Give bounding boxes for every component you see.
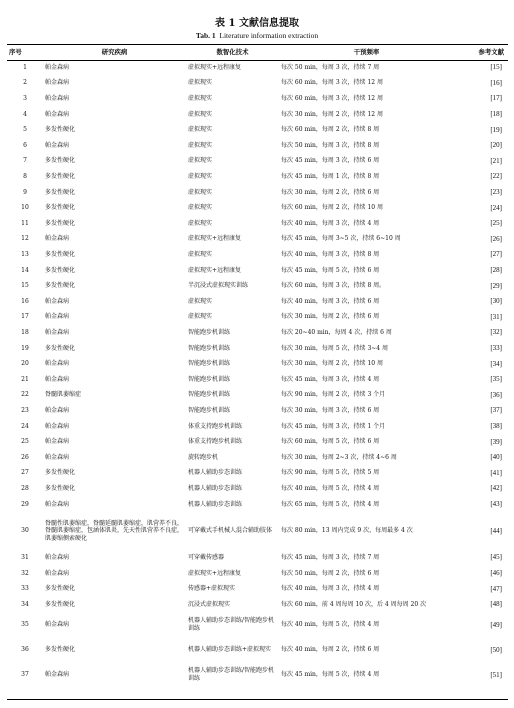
row-index: 33: [21, 585, 29, 593]
table-row: [7, 613, 508, 638]
table-row: [7, 60, 508, 76]
header-frequency: 干预频率: [353, 48, 380, 57]
row-index: 18: [21, 328, 29, 336]
reference-cell: [17]: [490, 94, 502, 103]
disease-cell: 多发性硬化: [45, 585, 76, 593]
reference-cell: [44]: [490, 526, 502, 535]
technology-cell: 机器人辅助步态训练/智能跑步机训练: [188, 617, 275, 633]
table-row: [7, 387, 508, 403]
frequency-cell: 每次 45 min，每周 1 次，持续 8 周: [281, 173, 380, 181]
frequency-cell: 每次 60 min，每周 3 次，持续 12 周: [281, 95, 384, 103]
frequency-cell: 每次 60 min，前 4 周每周 10 次，后 4 周每周 20 次: [281, 600, 427, 608]
table-row: [7, 107, 508, 123]
technology-cell: 可穿戴传感器: [188, 554, 225, 562]
row-index: 4: [23, 110, 27, 118]
frequency-cell: 每次 45 min，每周 3 次，持续 7 周: [281, 554, 380, 562]
row-index: 22: [21, 391, 29, 399]
row-index: 36: [21, 646, 29, 654]
reference-cell: [21]: [490, 156, 502, 165]
disease-cell: 帕金森病: [45, 141, 70, 149]
reference-cell: [24]: [490, 203, 502, 212]
table-row: [7, 232, 508, 248]
frequency-cell: 每次 30 min，每周 2 次，持续 10 周: [281, 360, 384, 368]
disease-cell: 帕金森病: [45, 569, 70, 577]
frequency-cell: 每次 90 min，每周 5 次，持续 5 周: [281, 469, 380, 477]
frequency-cell: 每次 90 min，每周 2 次，持续 3 个月: [281, 391, 386, 399]
disease-cell: 多发性硬化: [45, 188, 76, 196]
reference-cell: [26]: [490, 234, 502, 243]
disease-cell: 帕金森病: [45, 110, 70, 118]
row-index: 15: [21, 282, 29, 290]
row-index: 3: [23, 95, 27, 103]
technology-cell: 机器人辅助步态训练/智能跑步机训练: [188, 667, 275, 683]
table-row: [7, 419, 508, 435]
technology-cell: 机器人辅助步态训练: [188, 500, 243, 508]
frequency-cell: 每次 30 min，每周 2 次，持续 12 周: [281, 110, 384, 118]
row-index: 8: [23, 173, 27, 181]
row-index: 25: [21, 438, 29, 446]
disease-cell: 帕金森病: [45, 438, 70, 446]
row-index: 21: [21, 375, 29, 383]
reference-cell: [32]: [490, 328, 502, 337]
frequency-cell: 每次 40 min，每周 3 次，持续 4 周: [281, 219, 380, 227]
table-row: [7, 550, 508, 566]
disease-cell: 帕金森病: [45, 422, 70, 430]
reference-cell: [40]: [490, 453, 502, 462]
technology-cell: 虚拟现实: [188, 95, 213, 103]
disease-cell: 帕金森病: [45, 328, 70, 336]
row-index: 26: [21, 453, 29, 461]
frequency-cell: 每次 30 min，每周 5 次，持续 3~4 周: [281, 344, 389, 352]
technology-cell: 虚拟现实: [188, 313, 213, 321]
disease-cell: 脊髓肌萎缩症: [45, 391, 82, 399]
disease-cell: 帕金森病: [45, 235, 70, 243]
technology-cell: 虚拟现实: [188, 141, 213, 149]
disease-cell: 帕金森病: [45, 621, 70, 629]
table-row: [7, 325, 508, 341]
technology-cell: 虚拟现实+远程康复: [188, 235, 242, 243]
frequency-cell: 每次 50 min，每周 2 次，持续 6 周: [281, 569, 380, 577]
header-technology: 数智化技术: [216, 48, 249, 57]
row-index: 17: [21, 313, 29, 321]
table-title-cn: 表 1 文献信息提取: [215, 18, 299, 29]
row-index: 13: [21, 251, 29, 259]
reference-cell: [15]: [490, 63, 502, 72]
frequency-cell: 每次 40 min，每周 5 次，持续 4 周: [281, 621, 380, 629]
disease-cell: 帕金森病: [45, 63, 70, 71]
disease-cell: 帕金森病: [45, 95, 70, 103]
row-index: 27: [21, 469, 29, 477]
table-row: [7, 450, 508, 466]
technology-cell: 虚拟现实+远程康复: [188, 569, 242, 577]
table-row: [7, 76, 508, 92]
bottom-rule: [7, 699, 508, 700]
row-index: 19: [21, 344, 29, 352]
row-index: 32: [21, 569, 29, 577]
frequency-cell: 每次 45 min，每周 3 次，持续 4 周: [281, 375, 380, 383]
disease-cell: 帕金森病: [45, 671, 70, 679]
table-row: [7, 341, 508, 357]
technology-cell: 智能跑步机训练: [188, 328, 231, 336]
table-row: [7, 581, 508, 597]
technology-cell: 虚拟现实: [188, 110, 213, 118]
technology-cell: 沉浸式虚拟现实: [188, 600, 231, 608]
reference-cell: [23]: [490, 188, 502, 196]
frequency-cell: 每次 45 min，每周 3~5 次，持续 6~10 周: [281, 235, 401, 243]
reference-cell: [25]: [490, 219, 502, 228]
reference-cell: [50]: [490, 645, 502, 654]
table-title-en-label: Tab. 1: [195, 31, 216, 40]
reference-cell: [35]: [490, 375, 502, 384]
reference-cell: [36]: [490, 390, 502, 399]
reference-cell: [41]: [490, 468, 502, 477]
technology-cell: 虚拟现实: [188, 188, 213, 196]
table-body: [7, 60, 508, 688]
reference-cell: [28]: [490, 265, 502, 274]
reference-cell: [31]: [490, 312, 502, 321]
header-disease: 研究疾病: [101, 48, 128, 57]
row-index: 31: [21, 554, 29, 562]
row-index: 34: [21, 600, 29, 608]
disease-cell: 多发性硬化: [45, 204, 76, 212]
table-row: [7, 310, 508, 326]
table-row: [7, 481, 508, 497]
frequency-cell: 每次 40 min，每周 3 次，持续 6 周: [281, 297, 380, 305]
frequency-cell: 每次 60 min，每周 2 次，持续 10 周: [281, 204, 384, 212]
disease-cell: 多发性硬化: [45, 157, 76, 165]
frequency-cell: 每次 30 min，每周 2 次，持续 6 周: [281, 313, 380, 321]
frequency-cell: 每次 60 min，每周 3 次，持续 8 周。: [281, 282, 386, 290]
row-index: 23: [21, 406, 29, 414]
disease-cell: 多发性硬化: [45, 282, 76, 290]
reference-cell: [38]: [490, 421, 502, 430]
table-row: [7, 434, 508, 450]
table-row: [7, 638, 508, 663]
row-index: 14: [21, 266, 29, 274]
frequency-cell: 每次 65 min，每周 5 次，持续 4 周: [281, 500, 380, 508]
row-index: 2: [23, 79, 27, 87]
frequency-cell: 每次 45 min，每周 3 次，持续 1 个月: [281, 422, 386, 430]
reference-cell: [33]: [490, 343, 502, 352]
reference-cell: [42]: [490, 484, 502, 493]
reference-cell: [29]: [490, 281, 502, 290]
technology-cell: 旋转跑步机: [188, 453, 219, 461]
row-index: 10: [21, 204, 29, 212]
reference-cell: [49]: [490, 620, 502, 629]
table-row: [7, 200, 508, 216]
reference-cell: [51]: [490, 670, 502, 679]
disease-cell: 帕金森病: [45, 453, 70, 461]
table-title-en: [0, 31, 514, 40]
frequency-cell: 每次 45 min，每周 5 次，持续 4 周: [281, 671, 380, 679]
reference-cell: [43]: [490, 499, 502, 508]
technology-cell: 体重支持跑步机训练: [188, 422, 243, 430]
disease-cell: 多发性硬化: [45, 469, 76, 477]
table-row: [7, 663, 508, 688]
disease-cell: 脊髓性肌萎缩症，脊髓延髓肌萎缩症，肌营养不良，脊髓肌萎缩症，包涵体肌炎，先天性肌营养不良症，肌萎缩侧索硬化: [45, 519, 184, 543]
technology-cell: 智能跑步机训练: [188, 375, 231, 383]
row-index: 29: [21, 500, 29, 508]
technology-cell: 智能跑步机训练: [188, 391, 231, 399]
technology-cell: 虚拟现实: [188, 204, 213, 212]
frequency-cell: 每次 30 min，每周 2~3 次，持续 4~6 周: [281, 453, 397, 461]
technology-cell: 虚拟现实+远程康复: [188, 266, 242, 274]
reference-cell: [16]: [490, 78, 502, 87]
reference-cell: [22]: [490, 172, 502, 181]
header-rule: [7, 60, 508, 61]
frequency-cell: 每次 40 min，每周 5 次，持续 4 周: [281, 484, 380, 492]
disease-cell: 帕金森病: [45, 79, 70, 87]
disease-cell: 多发性硬化: [45, 251, 76, 259]
row-index: 1: [23, 63, 27, 71]
table-row: [7, 154, 508, 170]
reference-cell: [27]: [490, 250, 502, 259]
technology-cell: 虚拟现实: [188, 79, 213, 87]
literature-table: [7, 45, 508, 688]
disease-cell: 帕金森病: [45, 360, 70, 368]
frequency-cell: 每次 20~40 min，每周 4 次，持续 6 周: [281, 328, 392, 336]
table-row: [7, 294, 508, 310]
row-index: 6: [23, 141, 27, 149]
disease-cell: 多发性硬化: [45, 646, 76, 654]
table-row: [7, 278, 508, 294]
frequency-cell: 每次 60 min，每周 2 次，持续 8 周: [281, 126, 380, 134]
technology-cell: 机器人辅助步态训练+虚拟现实: [188, 646, 272, 654]
reference-cell: [34]: [490, 359, 502, 368]
disease-cell: 帕金森病: [45, 297, 70, 305]
disease-cell: 多发性硬化: [45, 344, 76, 352]
reference-cell: [47]: [490, 584, 502, 593]
table-row: [7, 356, 508, 372]
disease-cell: 帕金森病: [45, 406, 70, 414]
technology-cell: 智能跑步机训练: [188, 344, 231, 352]
disease-cell: 多发性硬化: [45, 600, 76, 608]
table-row: [7, 185, 508, 201]
frequency-cell: 每次 50 min，每周 3 次，持续 8 周: [281, 141, 380, 149]
disease-cell: 多发性硬化: [45, 126, 76, 134]
disease-cell: 多发性硬化: [45, 484, 76, 492]
row-index: 30: [21, 527, 29, 535]
row-index: 37: [21, 671, 29, 679]
technology-cell: 机器人辅助步态训练: [188, 469, 243, 477]
table-row: [7, 91, 508, 107]
frequency-cell: 每次 80 min，13 周内完成 9 次，每周最多 4 次: [281, 527, 413, 535]
technology-cell: 可穿戴式手机械人混合辅助肢体: [188, 527, 273, 535]
table-row: [7, 403, 508, 419]
reference-cell: [19]: [490, 125, 502, 134]
reference-cell: [20]: [490, 141, 502, 150]
header-reference: 参考文献: [478, 48, 504, 57]
reference-cell: [39]: [490, 437, 502, 446]
table-title-en-text: Literature information extraction: [219, 31, 319, 40]
reference-cell: [48]: [490, 600, 502, 609]
row-index: 5: [23, 126, 27, 134]
disease-cell: 帕金森病: [45, 375, 70, 383]
frequency-cell: 每次 40 min，每周 2 次，持续 6 周: [281, 646, 380, 654]
table-row: [7, 169, 508, 185]
table-row: [7, 497, 508, 513]
row-index: 20: [21, 360, 29, 368]
frequency-cell: 每次 40 min，每周 3 次，持续 8 周: [281, 251, 380, 259]
row-index: 12: [21, 235, 29, 243]
row-index: 16: [21, 297, 29, 305]
technology-cell: 虚拟现实: [188, 157, 213, 165]
disease-cell: 帕金森病: [45, 313, 70, 321]
header-index: 序号: [9, 48, 22, 57]
technology-cell: 虚拟现实: [188, 297, 213, 305]
disease-cell: 帕金森病: [45, 554, 70, 562]
technology-cell: 传感器+虚拟现实: [188, 585, 236, 593]
table-row: [7, 247, 508, 263]
technology-cell: 机器人辅助步态训练: [188, 484, 243, 492]
reference-cell: [46]: [490, 569, 502, 578]
table-row: [7, 465, 508, 481]
table-row: [7, 263, 508, 279]
disease-cell: 帕金森病: [45, 500, 70, 508]
technology-cell: 虚拟现实: [188, 219, 213, 227]
frequency-cell: 每次 45 min，每周 3 次，持续 6 周: [281, 157, 380, 165]
disease-cell: 多发性硬化: [45, 219, 76, 227]
technology-cell: 智能跑步机训练: [188, 406, 231, 414]
row-index: 24: [21, 422, 29, 430]
table-row: [7, 216, 508, 232]
frequency-cell: 每次 40 min，每周 3 次，持续 4 周: [281, 585, 380, 593]
reference-cell: [45]: [490, 553, 502, 562]
frequency-cell: 每次 60 min，每周 3 次，持续 12 周: [281, 79, 384, 87]
technology-cell: 虚拟现实: [188, 126, 213, 134]
row-index: 28: [21, 484, 29, 492]
technology-cell: 半沉浸式虚拟现实训练: [188, 282, 249, 290]
technology-cell: 虚拟现实: [188, 173, 213, 181]
table-row: [7, 372, 508, 388]
technology-cell: 智能跑步机训练: [188, 360, 231, 368]
table-row: [7, 566, 508, 582]
row-index: 11: [21, 219, 29, 227]
technology-cell: 体重支持跑步机训练: [188, 438, 243, 446]
disease-cell: 多发性硬化: [45, 173, 76, 181]
disease-cell: 多发性硬化: [45, 266, 76, 274]
reference-cell: [18]: [490, 110, 502, 119]
row-index: 35: [21, 621, 29, 629]
table-row: [7, 122, 508, 138]
frequency-cell: 每次 50 min，每周 3 次，持续 7 周: [281, 63, 380, 71]
frequency-cell: 每次 60 min，每周 5 次，持续 6 周: [281, 438, 380, 446]
frequency-cell: 每次 45 min，每周 5 次，持续 6 周: [281, 266, 380, 274]
frequency-cell: 每次 30 min，每周 3 次，持续 6 周: [281, 406, 380, 414]
row-index: 7: [23, 157, 27, 165]
reference-cell: [30]: [490, 297, 502, 306]
technology-cell: 虚拟现实+远程康复: [188, 63, 242, 71]
row-index: 9: [23, 188, 27, 196]
table-header-row: [7, 45, 508, 60]
reference-cell: [37]: [490, 406, 502, 415]
table-row: [7, 597, 508, 613]
frequency-cell: 每次 30 min，每周 2 次，持续 6 周: [281, 188, 380, 196]
table-row: [7, 138, 508, 154]
technology-cell: 虚拟现实: [188, 251, 213, 259]
table-row: [7, 512, 508, 550]
